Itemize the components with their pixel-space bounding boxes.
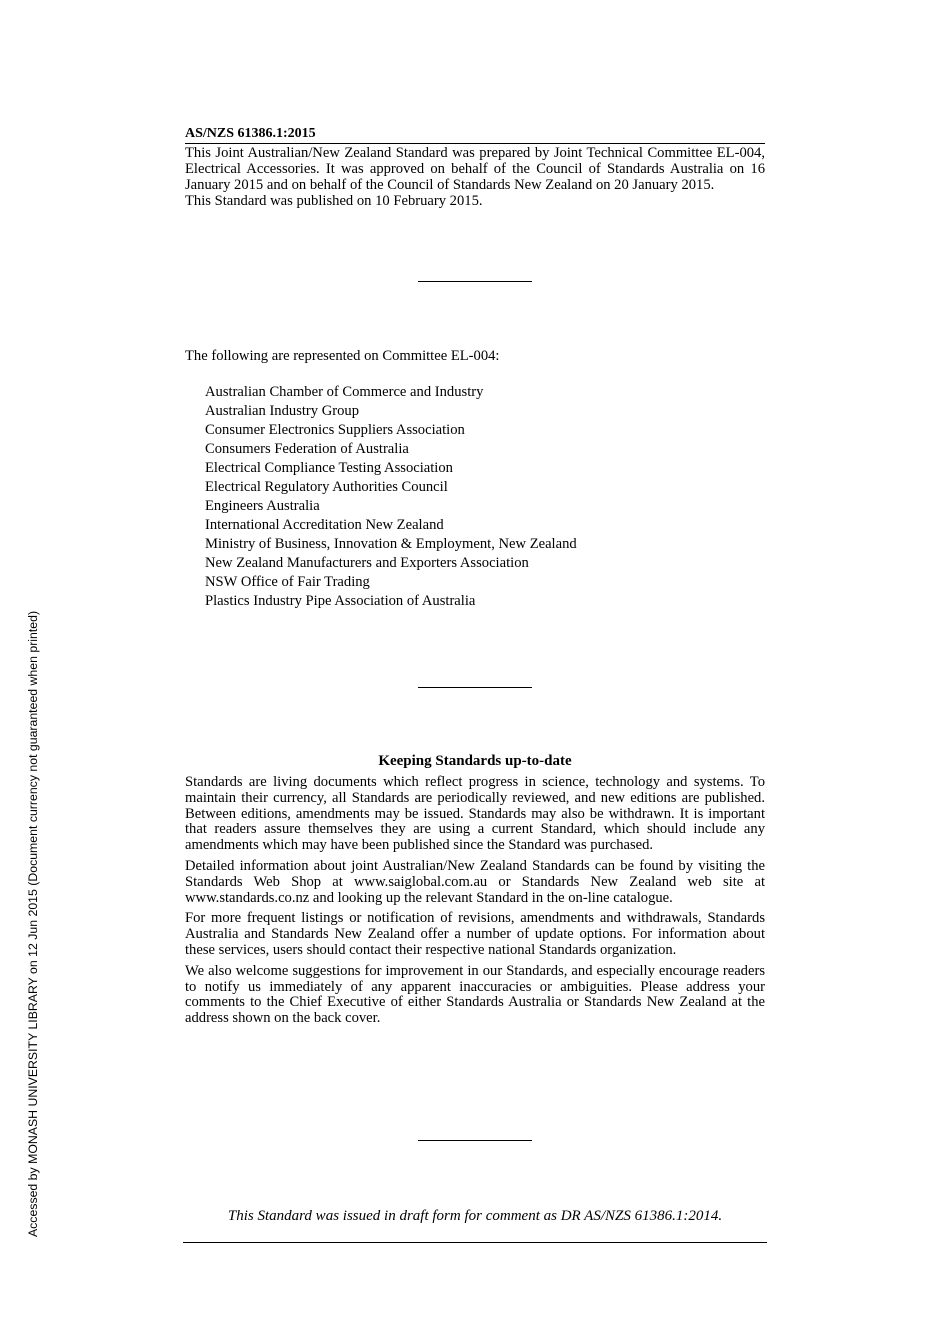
section-divider [418,1140,532,1141]
committee-member: Engineers Australia [205,498,320,514]
keeping-standards-body [185,775,765,1032]
committee-member: NSW Office of Fair Trading [205,574,370,590]
preparation-block [185,145,765,209]
section-divider [418,281,532,282]
section-divider [418,687,532,688]
draft-note: This Standard was issued in draft form for comment as DR AS/NZS 61386.1:2014. [227,1208,723,1224]
body-paragraph: Standards are living documents which reflect progress in science, technology and systems. To maintain their currency, all Standards are periodically reviewed, and new editions are published. Between editions, amendments may be issued. Standards may also be withdrawn. It is important that readers assure themselves they are using a current Standard, which should include any amendments which may have been published since the Standard was purchased. [185,774,765,854]
access-watermark-text: Accessed by MONASH UNIVERSITY LIBRARY on 12 Jun 2015 (Document currency not guaranteed when printed) [26,610,40,1238]
committee-member: International Accreditation New Zealand [205,517,444,533]
body-paragraph: For more frequent listings or notification of revisions, amendments and withdrawals, Standards Australia and Standards New Zealand offer a number of update options. For information about these services, users should contact their respective national Standards organization. [185,910,765,958]
committee-member: Australian Chamber of Commerce and Industry [205,384,484,400]
committee-member: Consumers Federation of Australia [205,441,409,457]
body-paragraph: Detailed information about joint Australian/New Zealand Standards can be found by visiting the Standards Web Shop at www.saiglobal.com.au or Standards New Zealand web site at www.standards.co.nz and looking up the relevant Standard in the on-line catalogue. [185,857,765,906]
preparation-text: This Joint Australian/New Zealand Standard was prepared by Joint Technical Committee EL-004, Electrical Accessories. It was approved on behalf of the Council of Standards Australia on 16 January 2015 and on behalf of the Council of Standards New Zealand on 20 January 2015. [185,145,765,193]
committee-member: Plastics Industry Pipe Association of Australia [205,593,476,609]
keeping-standards-heading: Keeping Standards up-to-date [378,753,572,769]
committee-member: New Zealand Manufacturers and Exporters Association [205,555,529,571]
committee-member: Electrical Compliance Testing Association [205,460,453,476]
committee-member: Consumer Electronics Suppliers Association [205,422,465,438]
committee-member: Australian Industry Group [205,403,360,419]
committee-intro: The following are represented on Committee EL-004: [185,348,500,364]
committee-member: Ministry of Business, Innovation & Employment, New Zealand [205,536,577,552]
committee-member-list [205,383,577,611]
standard-number: AS/NZS 61386.1:2015 [185,125,765,144]
publication-date-text: This Standard was published on 10 February 2015. [185,193,483,209]
footer-rule [183,1242,767,1243]
committee-member: Electrical Regulatory Authorities Council [205,479,448,495]
body-paragraph: We also welcome suggestions for improvement in our Standards, and especially encourage readers to notify us immediately of any apparent inaccuracies or ambiguities. Please address your comments to the Chief Executive of either Standards Australia or Standards New Zealand at the address shown on the back cover. [185,962,765,1027]
